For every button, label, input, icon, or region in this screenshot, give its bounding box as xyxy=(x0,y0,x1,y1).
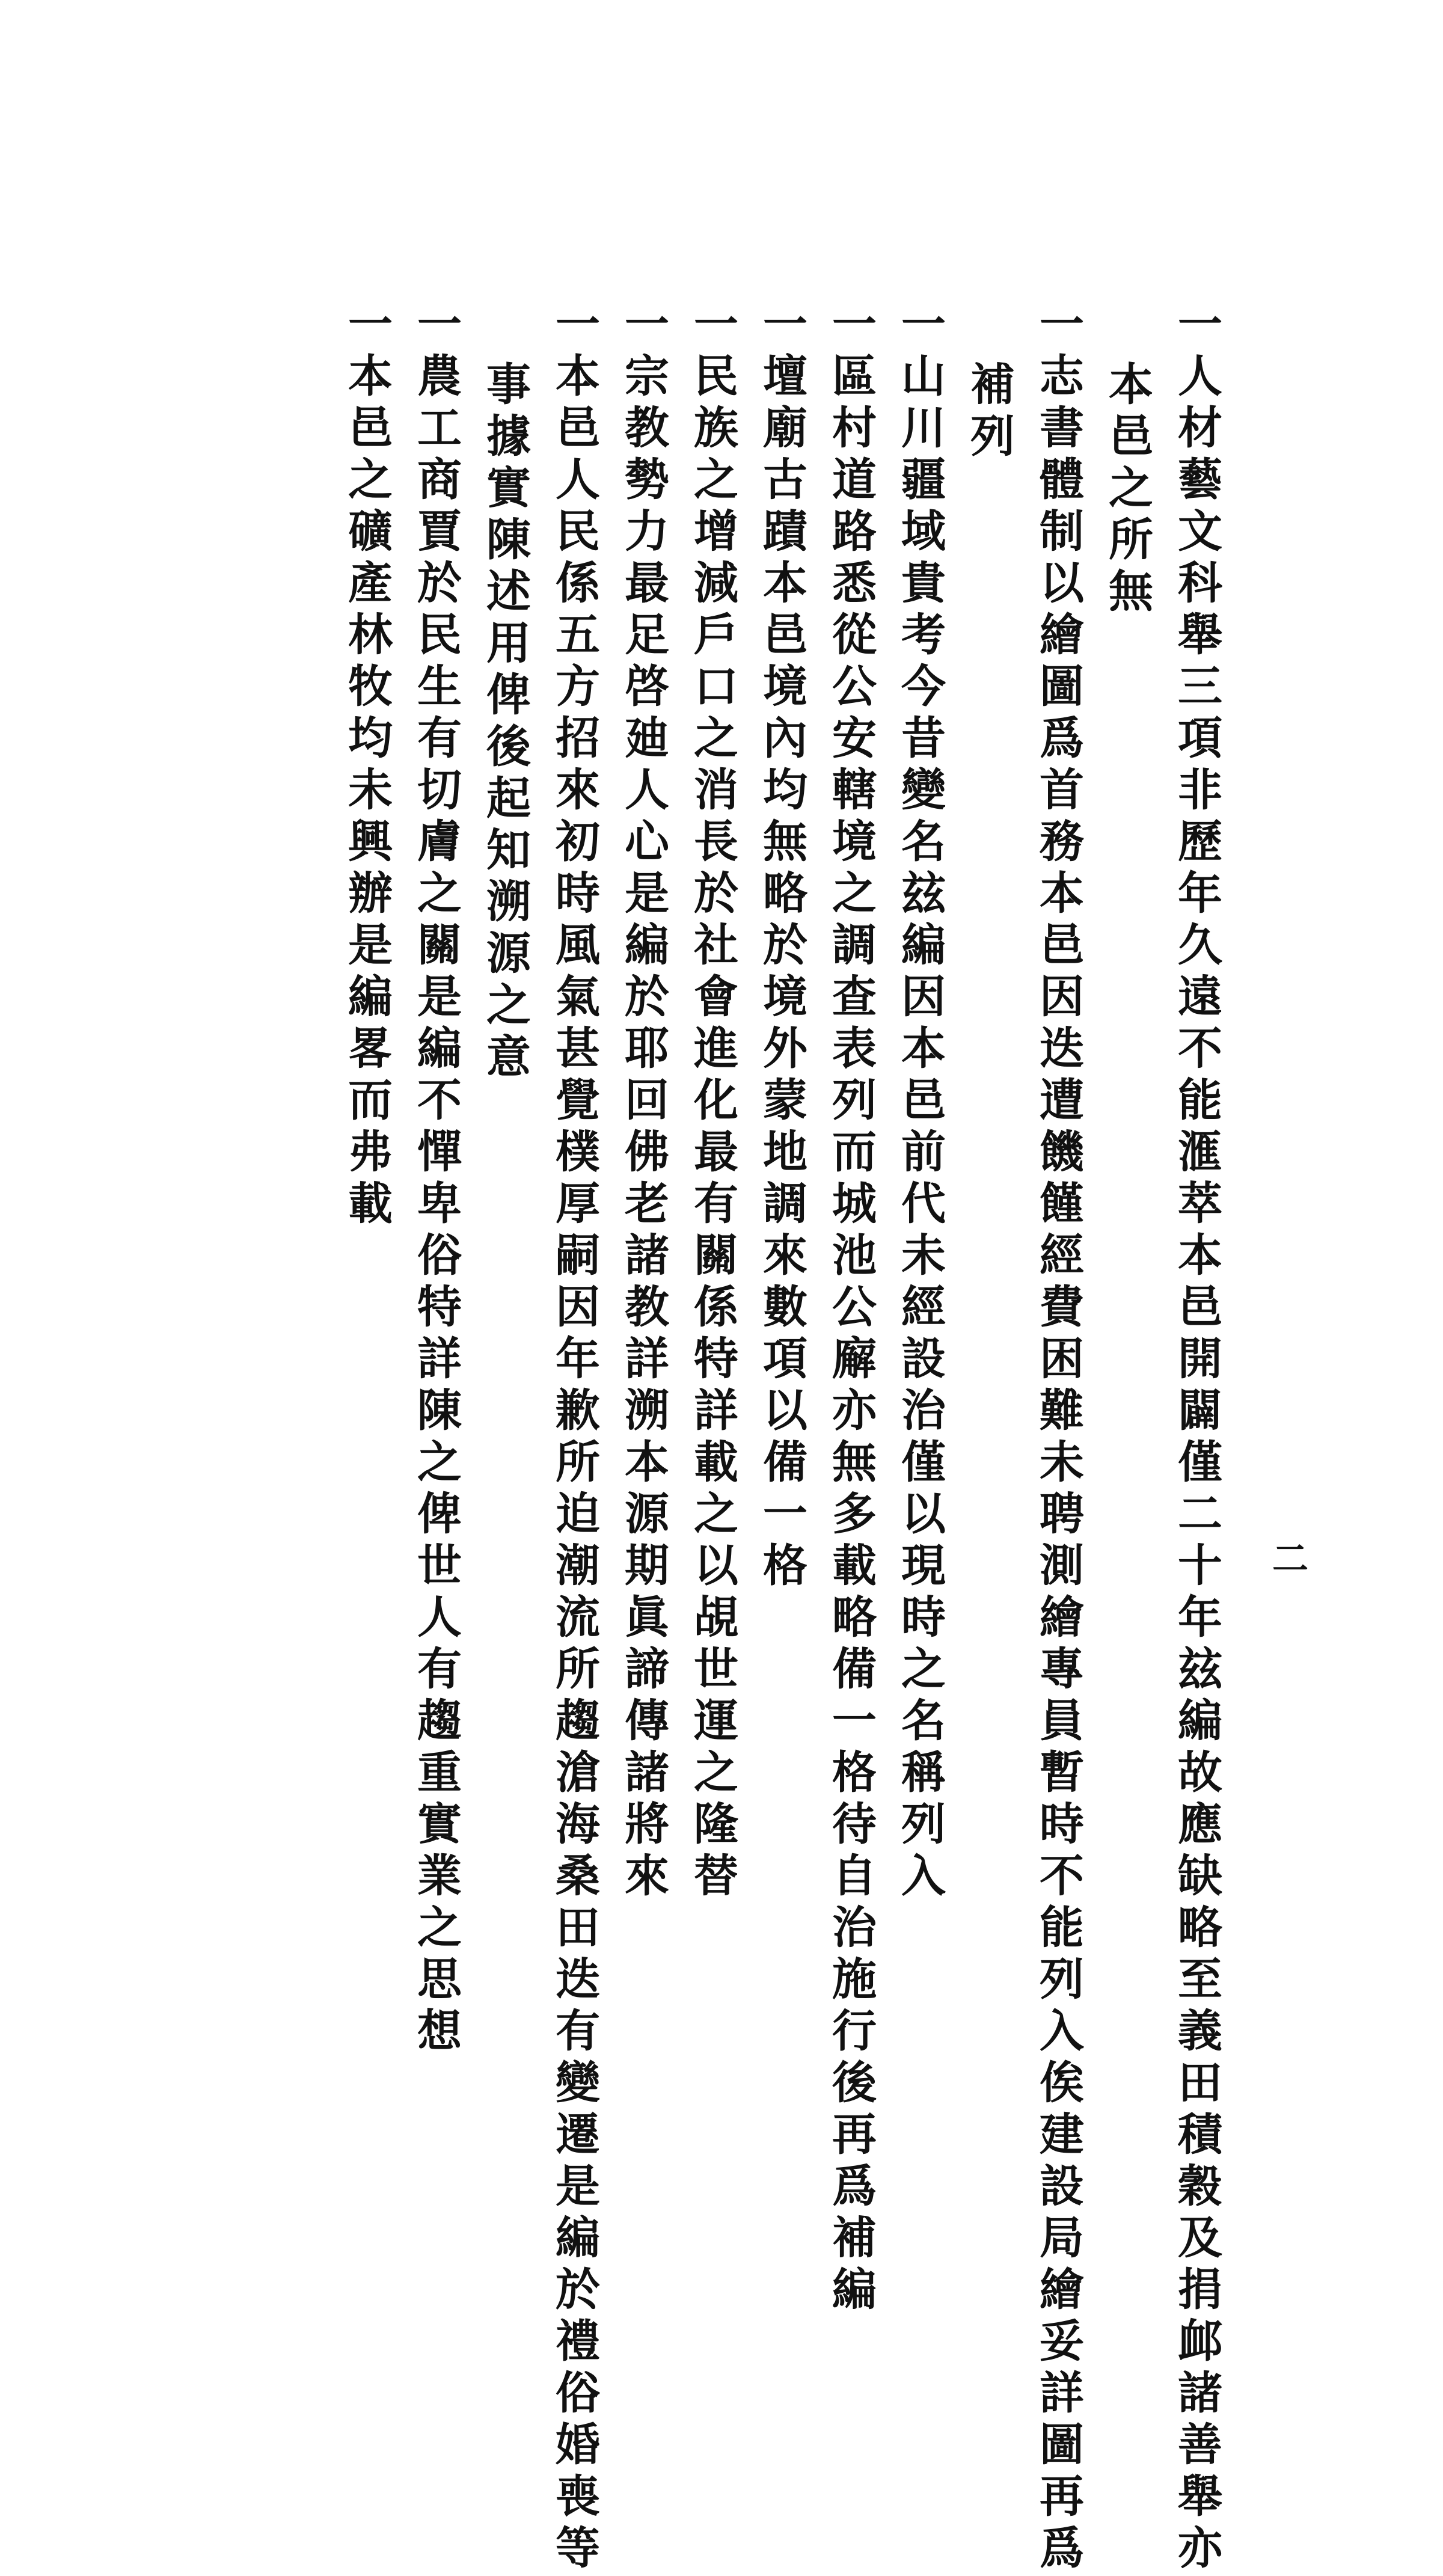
text-column-8: 一民族之增減戶口之消長於社會進化最有關係特詳載之以覘世運之隆替 xyxy=(687,301,738,1904)
text-column-4: 補列 xyxy=(963,361,1015,464)
text-column-13: 一本邑之礦產林牧均未興辦是編畧而弗載 xyxy=(341,301,393,1231)
text-column-6: 一區村道路悉從公安轄境之調查表列而城池公廨亦無多載略備一格待自治施行後再爲補編 xyxy=(825,301,877,2317)
text-column-5: 一山川疆域貴考今昔變名玆編因本邑前代未經設治僅以現時之名稱列入 xyxy=(894,301,946,1904)
text-column-3: 一志書體制以繪圖爲首務本邑因迭遭饑饉經費困難未聘測繪專員暫時不能列入俟建設局繪妥詳圖再爲 xyxy=(1032,301,1084,2576)
text-column-7: 一壇廟古蹟本邑境內均無略於境外蒙地調來數項以備一格 xyxy=(756,301,807,1593)
text-column-12: 一農工商賈於民生有切膚之關是編不憚卑俗特詳陳之俾世人有趨重實業之思想 xyxy=(410,301,462,2059)
text-column-11: 事據實陳述用俾後起知溯源之意 xyxy=(479,361,531,1085)
text-column-1: 一人材藝文科舉三項非歷年久遠不能滙萃本邑開闢僅二十年玆編故應缺略至義田積穀及捐䘏諸善舉亦 xyxy=(1171,301,1222,2576)
page-number: 二 xyxy=(1266,1539,1308,1575)
text-column-2: 本邑之所無 xyxy=(1101,361,1153,619)
text-column-10: 一本邑人民係五方招來初時風氣甚覺樸厚嗣因年歉所迫潮流所趨滄海桑田迭有變遷是編於禮俗婚喪等 xyxy=(548,301,600,2576)
text-column-9: 一宗教勢力最足啓廸人心是編於耶回佛老諸教詳溯本源期眞諦傳諸將來 xyxy=(617,301,669,1904)
